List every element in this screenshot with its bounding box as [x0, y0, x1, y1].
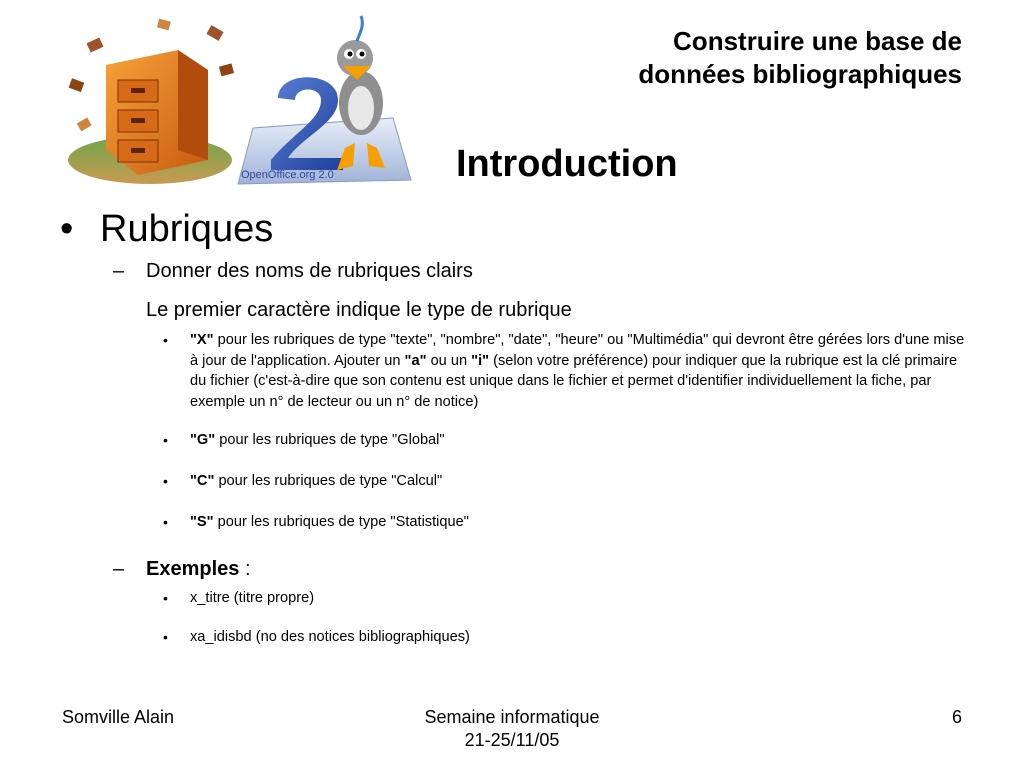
- code-i: "i": [471, 352, 490, 369]
- code-a: "a": [404, 352, 427, 369]
- dash-icon: –: [113, 260, 125, 282]
- example-item: xa_idisbd (no des notices bibliographiques): [190, 629, 470, 645]
- code-s: "S": [190, 514, 214, 530]
- heading-rubriques: Rubriques: [100, 208, 274, 250]
- section-title: Introduction: [456, 143, 678, 185]
- examples-heading: [146, 556, 251, 582]
- code-g: "G": [190, 432, 216, 448]
- small-bullet-icon: •: [163, 332, 168, 348]
- rule-g-item: [190, 430, 965, 451]
- rule-x-item: [190, 330, 965, 412]
- svg-text:OpenOffice.org 2.0: OpenOffice.org 2.0: [241, 169, 334, 181]
- rule-x-text-1: pour les rubriques de type "texte", "nombre", "date", "heure" ou "Multimédia" qui devront être gérées lors d'une mise à jour de l'application. Ajouter un: [190, 332, 965, 369]
- openoffice-logo: [233, 8, 413, 186]
- footer-event: [362, 706, 662, 752]
- examples-label: Exemples: [146, 558, 240, 580]
- footer-event-line2: 21-25/11/05: [464, 730, 560, 750]
- small-bullet-icon: •: [163, 432, 168, 448]
- small-bullet-icon: •: [163, 514, 168, 530]
- rule-x-text-3: (selon votre préférence) pour indiquer que la rubrique est la clé primaire du fichier (c'est-à-dire que son contenu est unique dans le fichier et permet d'identifier individuellement la fiche, par exemple un n° de lecteur ou un n° de notice): [190, 352, 958, 410]
- rule-c-text: pour les rubriques de type "Calcul": [214, 473, 443, 489]
- rule-x-text-2: ou un: [426, 352, 472, 369]
- footer-author: Somville Alain: [62, 707, 175, 727]
- rule-s-text: pour les rubriques de type "Statistique": [213, 514, 469, 530]
- bullet-icon: •: [60, 208, 74, 250]
- footer-event-line1: Semaine informatique: [424, 707, 600, 727]
- footer-page-number: 6: [951, 707, 962, 727]
- examples-colon: :: [239, 558, 251, 580]
- rule-s-item: [190, 512, 965, 533]
- rule-g-text: pour les rubriques de type "Global": [215, 432, 445, 448]
- code-c: "C": [190, 473, 215, 489]
- rule-c-item: [190, 471, 965, 492]
- sub-item-type-rule: Le premier caractère indique le type de rubrique: [146, 299, 572, 321]
- small-bullet-icon: •: [163, 473, 168, 489]
- header-title-line2: données bibliographiques: [638, 59, 962, 89]
- filing-cabinet-logo: [58, 10, 243, 188]
- slide-header-title: [502, 25, 962, 91]
- header-title-line1: Construire une base de: [673, 26, 962, 56]
- small-bullet-icon: •: [163, 629, 168, 645]
- sub-item-names: Donner des noms de rubriques clairs: [146, 260, 473, 282]
- code-x: "X": [190, 332, 214, 348]
- small-bullet-icon: •: [163, 590, 168, 606]
- dash-icon: –: [113, 558, 125, 580]
- example-item: x_titre (titre propre): [190, 590, 315, 606]
